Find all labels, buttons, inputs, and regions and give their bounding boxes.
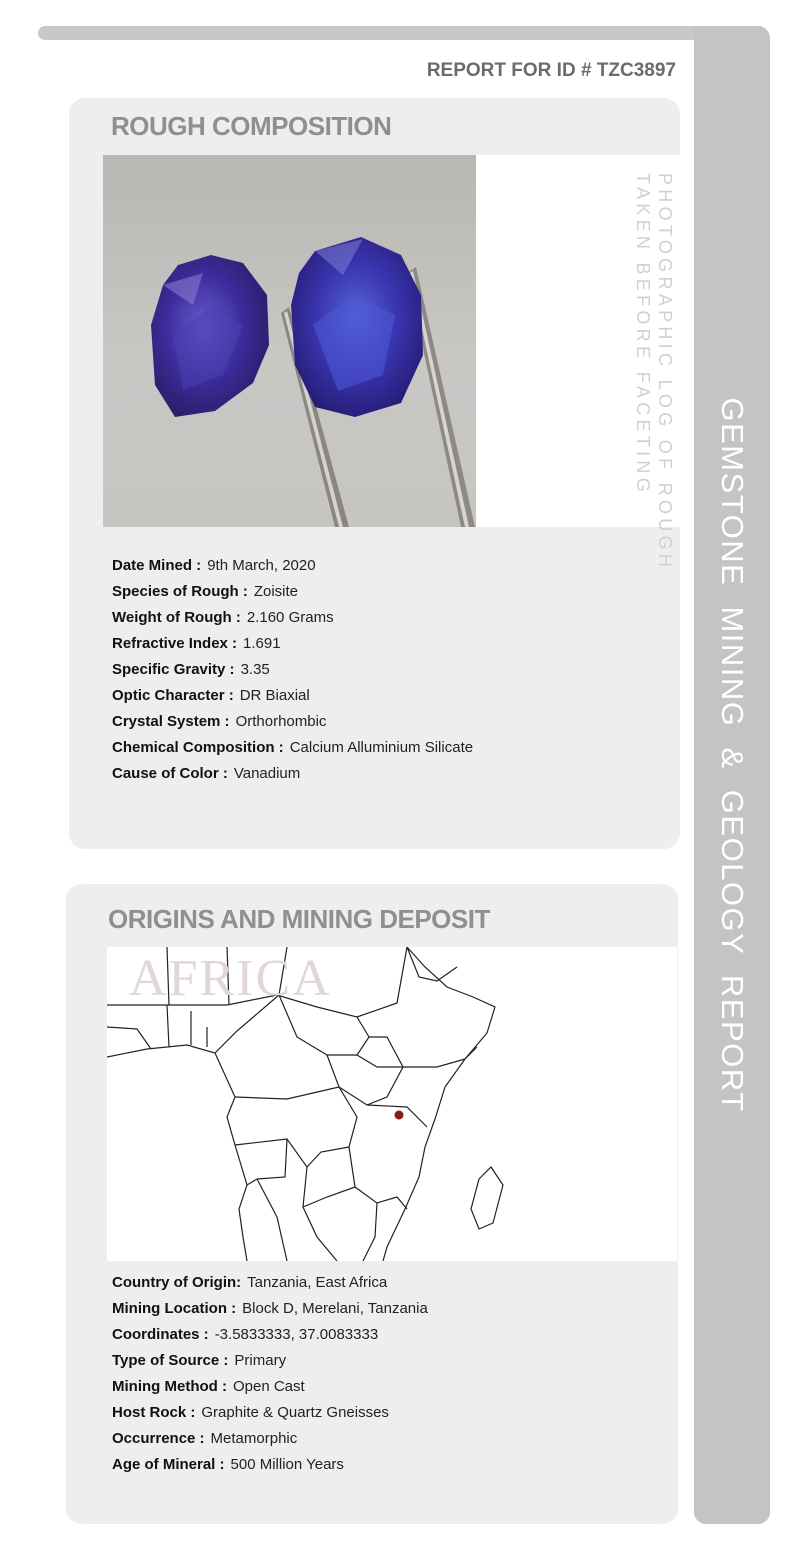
field-row — [112, 1426, 428, 1452]
field-row — [112, 657, 473, 683]
field-value: Graphite & Quartz Gneisses — [201, 1404, 389, 1421]
field-label: Mining Location : — [112, 1300, 237, 1317]
map-label: AFRICA — [129, 950, 332, 1007]
field-row — [112, 683, 473, 709]
field-label: Refractive Index : — [112, 635, 238, 652]
field-value: 9th March, 2020 — [207, 557, 316, 574]
side-title-text: GEMSTONE MINING & GEOLOGY REPORT — [715, 397, 750, 1113]
field-row — [112, 1322, 428, 1348]
field-label: Chemical Composition : — [112, 739, 284, 756]
origins-fields — [112, 1270, 428, 1478]
report-id: REPORT FOR ID # TZC3897 — [426, 60, 676, 81]
field-label: Country of Origin: — [112, 1274, 242, 1291]
deposit-marker — [395, 1111, 404, 1120]
field-value: Primary — [234, 1352, 287, 1369]
photo-note-line-2: TAKEN BEFORE FACETING — [633, 173, 653, 496]
rough-composition-title: ROUGH COMPOSITION — [111, 111, 392, 141]
field-value: Calcium Alluminium Silicate — [289, 739, 474, 756]
field-value: Metamorphic — [210, 1430, 298, 1447]
field-value: DR Biaxial — [239, 687, 310, 704]
field-value: 1.691 — [243, 635, 281, 652]
field-label: Occurrence : — [112, 1430, 205, 1447]
field-row — [112, 579, 473, 605]
field-row — [112, 1348, 428, 1374]
field-value: Block D, Merelani, Tanzania — [242, 1300, 428, 1317]
field-row — [112, 1296, 428, 1322]
field-row — [112, 605, 473, 631]
field-row — [112, 1400, 428, 1426]
field-label: Coordinates : — [112, 1326, 209, 1343]
top-bar — [38, 26, 766, 40]
field-row — [112, 553, 473, 579]
field-value: 500 Million Years — [230, 1456, 344, 1473]
field-value: 3.35 — [240, 661, 270, 678]
rough-fields — [112, 553, 473, 787]
field-value: Open Cast — [232, 1378, 305, 1395]
field-row — [112, 1374, 428, 1400]
field-label: Age of Mineral : — [112, 1456, 225, 1473]
photo-note-line-1: PHOTOGRAPHIC LOG OF ROUGH — [655, 173, 675, 572]
field-label: Species of Rough : — [112, 583, 248, 600]
field-value: Orthorhombic — [235, 713, 327, 730]
field-label: Crystal System : — [112, 713, 230, 730]
field-row — [112, 735, 473, 761]
field-label: Specific Gravity : — [112, 661, 235, 678]
field-label: Optic Character : — [112, 687, 234, 704]
field-row — [112, 631, 473, 657]
field-value: -3.5833333, 37.0083333 — [214, 1326, 379, 1343]
rough-photo — [103, 155, 476, 527]
field-label: Type of Source : — [112, 1352, 229, 1369]
field-label: Mining Method : — [112, 1378, 227, 1395]
field-value: Vanadium — [233, 765, 301, 782]
field-row — [112, 1452, 428, 1478]
africa-map — [107, 947, 677, 1261]
field-value: Tanzania, East Africa — [247, 1274, 388, 1291]
field-label: Cause of Color : — [112, 765, 228, 782]
field-label: Host Rock : — [112, 1404, 196, 1421]
field-label: Weight of Rough : — [112, 609, 241, 626]
field-row — [112, 761, 473, 787]
field-value: 2.160 Grams — [246, 609, 334, 626]
field-row — [112, 709, 473, 735]
photo-note — [476, 155, 680, 572]
field-label: Date Mined : — [112, 557, 202, 574]
gemstone-photo-image — [103, 155, 476, 527]
field-row — [112, 1270, 428, 1296]
field-value: Zoisite — [253, 583, 299, 600]
origins-title: ORIGINS AND MINING DEPOSIT — [108, 904, 490, 934]
